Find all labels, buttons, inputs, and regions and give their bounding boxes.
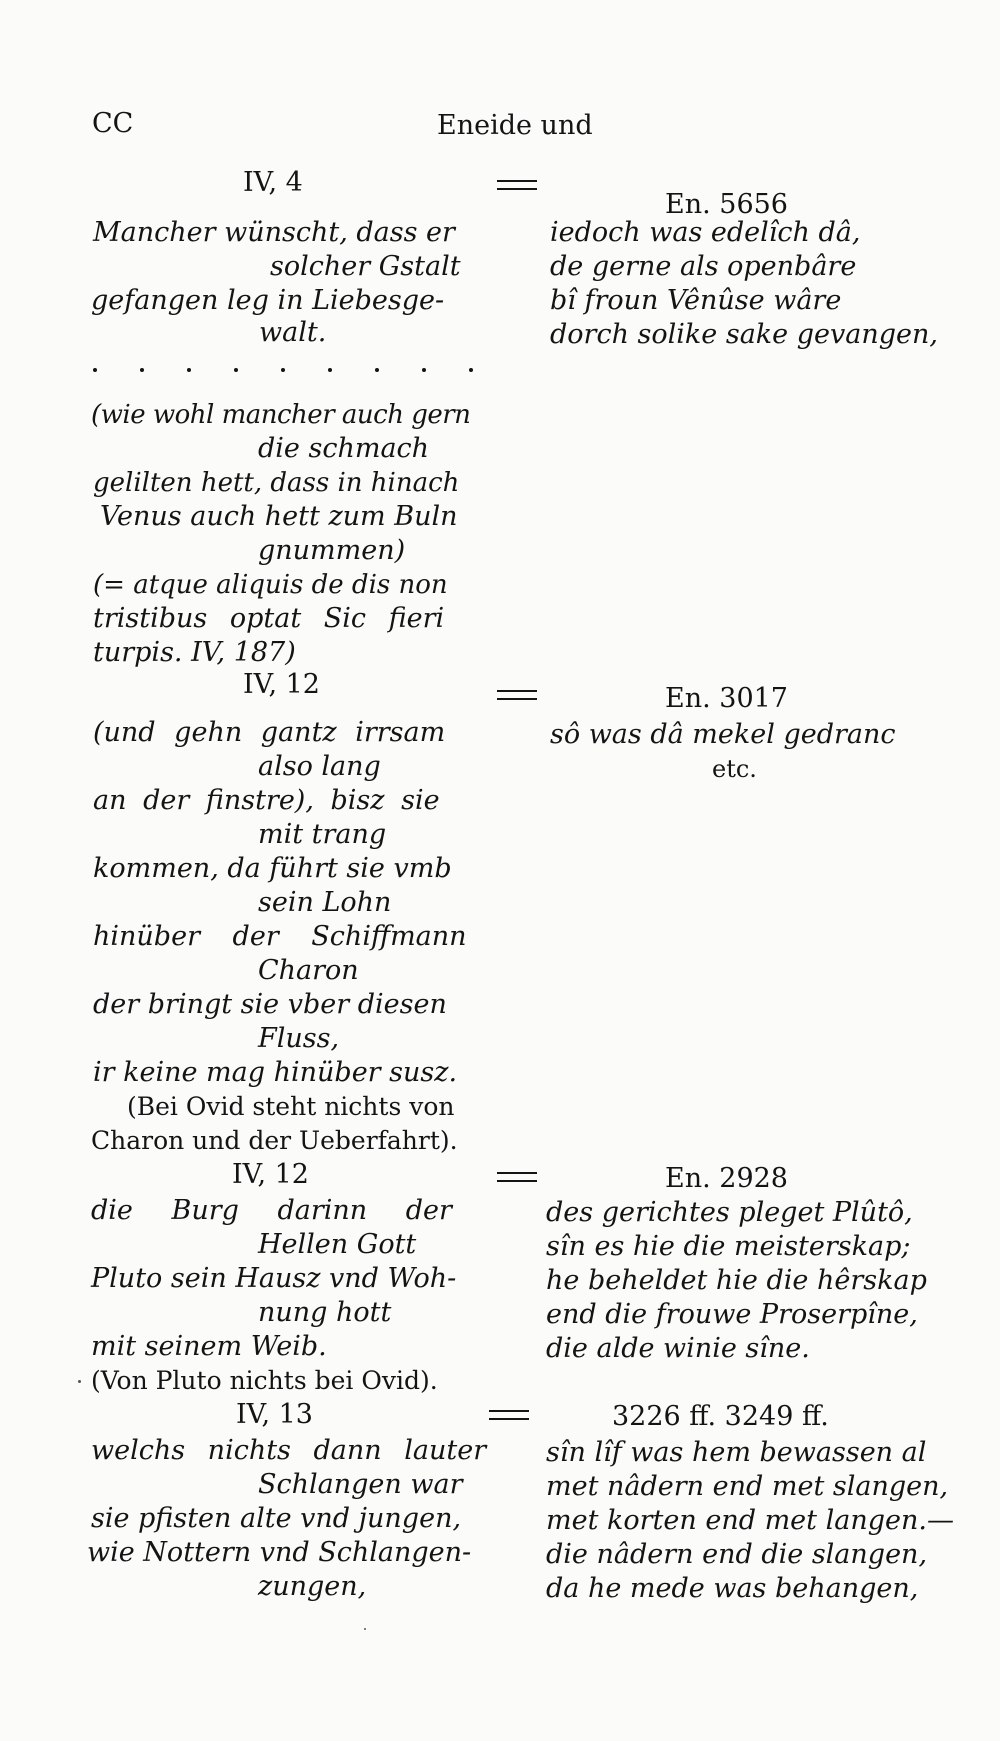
left-line: gefangen leg in Liebesge- (91, 285, 445, 316)
left-line: (und gehn gantz irrsam (93, 717, 446, 748)
left-ref-2: IV, 12 (243, 669, 320, 700)
right-line: sô was dâ mekel gedranc (550, 719, 896, 750)
left-line: mit seinem Weib. (91, 1331, 327, 1362)
left-line: gnummen) (258, 535, 406, 566)
right-line: dorch solike sake gevangen, (550, 319, 938, 350)
left-line: Charon (258, 955, 359, 986)
left-line: gelilten hett, dass in hinach (93, 468, 460, 498)
right-line: met nâdern end met slangen, (546, 1471, 949, 1502)
left-line: (Von Pluto nichts bei Ovid). (91, 1366, 438, 1395)
left-line: sie pfisten alte vnd jungen, (91, 1503, 462, 1534)
left-line: Mancher wünscht, dass er (93, 217, 455, 248)
right-ref-2: En. 3017 (665, 683, 788, 714)
right-ref-3: En. 2928 (665, 1163, 788, 1194)
left-line: turpis. IV, 187) (93, 637, 296, 668)
equals-sign-1 (497, 180, 537, 190)
left-line: hinüber der Schiffmann (93, 921, 467, 952)
left-line: (= atque aliquis de dis non (93, 570, 448, 600)
dot (140, 368, 144, 372)
stray-mark (364, 1628, 366, 1630)
left-ref-1: IV, 4 (243, 167, 303, 198)
dot (422, 368, 426, 372)
left-line: (wie wohl mancher auch gern (91, 400, 471, 430)
right-line: he beheldet hie die hêrskap (546, 1265, 927, 1296)
right-line: iedoch was edelîch dâ, (550, 217, 861, 248)
left-line: Charon und der Ueberfahrt). (91, 1126, 458, 1155)
equals-sign-3 (497, 1172, 537, 1182)
left-ref-3: IV, 12 (232, 1159, 309, 1190)
left-line: mit trang (258, 819, 387, 850)
left-line: kommen, da führt sie vmb (93, 853, 452, 884)
left-ref-4: IV, 13 (236, 1399, 313, 1430)
left-line: welchs nichts dann lauter (91, 1435, 487, 1466)
right-line: met korten end met langen.— (546, 1505, 954, 1536)
stray-mark (78, 1380, 81, 1383)
equals-sign-4 (489, 1410, 529, 1420)
right-ref-4: 3226 ff. 3249 ff. (612, 1401, 829, 1432)
left-line: nung hott (258, 1297, 392, 1328)
left-line: Fluss, (258, 1023, 340, 1054)
right-line: sîn es hie die meisterskap; (546, 1231, 911, 1262)
right-line: de gerne als openbâre (550, 251, 857, 282)
left-line: Hellen Gott (258, 1229, 417, 1260)
dot (469, 368, 473, 372)
left-line: der bringt sie vber diesen (93, 989, 447, 1020)
running-title: Eneide und (437, 110, 593, 141)
dot (281, 368, 285, 372)
left-line: Schlangen war (258, 1469, 463, 1500)
left-line: solcher Gstalt (270, 251, 461, 282)
left-line: walt. (259, 317, 327, 348)
ellipsis-dots (93, 368, 473, 378)
left-line: (Bei Ovid steht nichts von (127, 1092, 455, 1121)
left-line: wie Nottern vnd Schlangen- (87, 1537, 472, 1568)
right-line: sîn lîf was hem bewassen al (546, 1437, 927, 1468)
left-line: sein Lohn (258, 887, 392, 918)
left-line: die Burg darinn der (91, 1195, 452, 1226)
right-line: end die frouwe Proserpîne, (546, 1299, 918, 1330)
right-ref-1: En. 5656 (665, 189, 788, 220)
equals-sign-2 (497, 690, 537, 700)
left-line: also lang (258, 751, 381, 782)
dot (234, 368, 238, 372)
left-line: Venus auch hett zum Buln (100, 501, 458, 532)
right-line: bî froun Vênûse wâre (550, 285, 842, 316)
left-line: die schmach (258, 433, 430, 464)
dot (375, 368, 379, 372)
dot (93, 368, 97, 372)
dot (187, 368, 191, 372)
left-line: tristibus optat Sic fieri (93, 603, 445, 634)
dot (328, 368, 332, 372)
right-line: da he mede was behangen, (546, 1573, 919, 1604)
left-line: ir keine mag hinüber susz. (93, 1057, 458, 1088)
left-line: zungen, (258, 1571, 367, 1602)
page-number: CC (92, 108, 134, 139)
left-line: an der finstre), bisz sie (93, 785, 440, 816)
right-line: die alde winie sîne. (546, 1333, 810, 1364)
right-line: die nâdern end die slangen, (546, 1539, 928, 1570)
right-line: etc. (712, 755, 757, 783)
right-line: des gerichtes pleget Plûtô, (546, 1197, 913, 1228)
left-line: Pluto sein Hausz vnd Woh- (91, 1263, 457, 1294)
